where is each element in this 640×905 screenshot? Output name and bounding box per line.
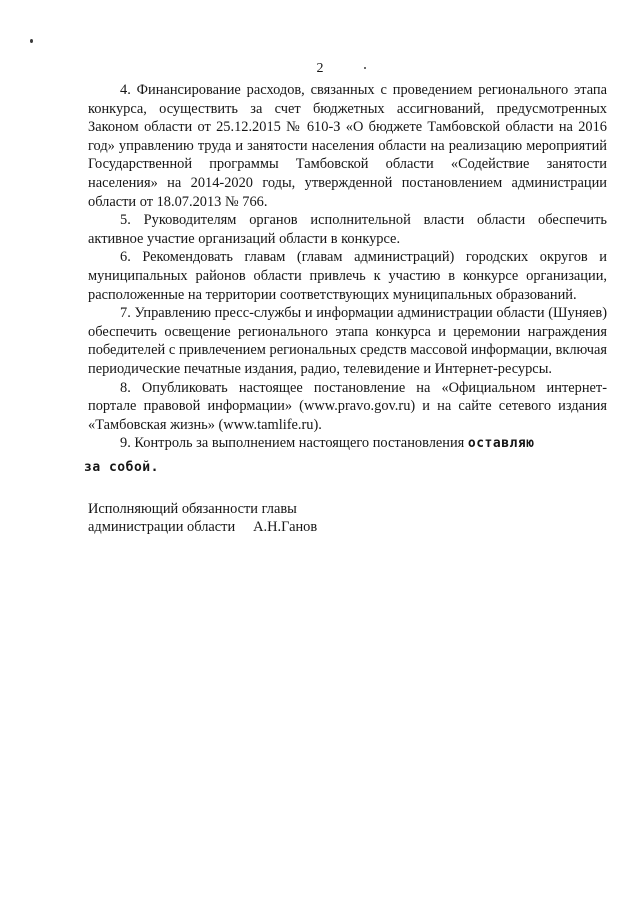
paragraph-9-text: 9. Контроль за выполнением настоящего постановления [120, 435, 465, 452]
page-number: 2 [316, 61, 324, 76]
signature-block [88, 500, 488, 536]
signature-title: Исполняющий обязанности главы [88, 501, 297, 517]
paragraph-6: 6. Рекомендовать главам (главам администраций) городских округов и муниципальных районов области привлечь к участию в конкурсе организации, расположенные на территории соответствующих муниципальных образований. [88, 249, 607, 303]
signature-name-line: администрации области А.Н.Ганов [88, 519, 318, 535]
paragraph-5: 5. Руководителям органов исполнительной власти области обеспечить активное участие организаций области в конкурсе. [88, 212, 607, 247]
paragraph-7: 7. Управлению пресс-службы и информации администрации области (Шуняев) обеспечить освещение регионального этапа конкурса и церемонии награждения победителей с привлечением региональных средств массовой информации, включая периодические печатные издания, радио, телевидение и Интернет-ресурсы. [88, 305, 607, 377]
paragraph-9 [84, 434, 607, 477]
paragraph-9-stamped-word: оставляю [467, 436, 535, 452]
paragraph-9-stamped-tail: за собой. [84, 459, 159, 475]
document-body [84, 81, 607, 477]
paragraph-4: 4. Финансирование расходов, связанных с проведением регионального этапа конкурса, осуществить за счет бюджетных ассигнований, предусмотренных Законом области от 25.12.2015 № 610-З «О бюджете Тамбовской области на 2016 год» управлению труда и занятости населения области на реализацию мероприятий Государственной программы Тамбовской области «Содействие занятости населения» на 2014-2020 годы, утвержденной постановлением администрации области от 18.07.2013 № 766. [88, 82, 607, 210]
paragraph-8: 8. Опубликовать настоящее постановление на «Официальном интернет-портале правовой информации» (www.pravo.gov.ru) и на сайте сетевого издания «Тамбовская жизнь» (www.tamlife.ru). [88, 379, 607, 433]
scan-speck [30, 39, 33, 43]
